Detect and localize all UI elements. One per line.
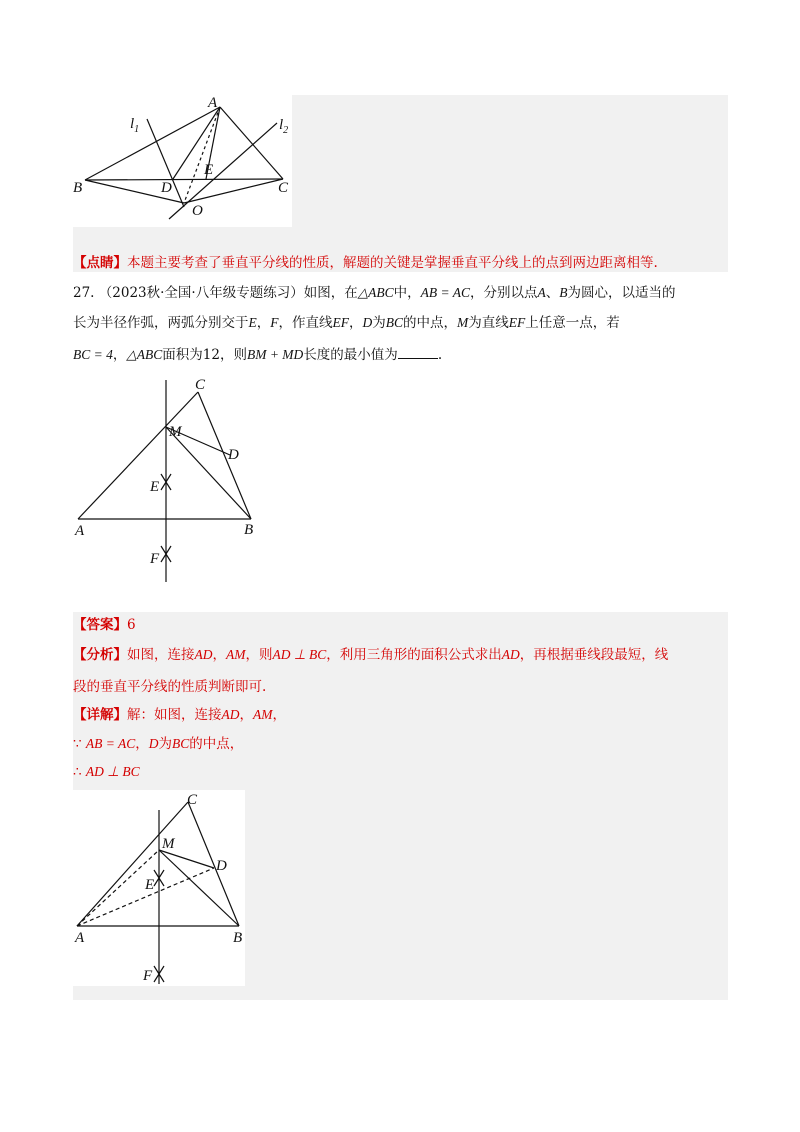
fig3-label-a: A <box>75 930 85 946</box>
math-eq: AB = AC <box>420 285 470 300</box>
text: 为圆心，以适当的 <box>567 285 676 301</box>
answer-value: 6 <box>127 617 136 633</box>
math-eq: AB = AC <box>85 736 136 751</box>
math-line: EF <box>508 315 526 330</box>
text: 如图，连接 <box>127 647 195 663</box>
text: ，则 <box>245 647 273 663</box>
analysis-tag: 【分析】 <box>73 647 127 663</box>
fig3-label-m: M <box>162 836 175 852</box>
text: ， <box>135 736 149 752</box>
figure-3 <box>73 790 245 986</box>
problem-line-2 <box>73 313 620 333</box>
text: ， <box>272 707 286 723</box>
text: ， <box>212 647 226 663</box>
analysis-line-2 <box>73 677 266 697</box>
text: ，利用三角形的面积公式求出 <box>326 647 502 663</box>
text: ， <box>112 347 127 363</box>
fig2-label-m: M <box>169 424 182 440</box>
fig1-label-b: B <box>73 180 83 196</box>
math-line: EF <box>332 315 349 330</box>
text: ，作直线 <box>278 315 333 331</box>
problem-line-3 <box>73 344 442 365</box>
text: 为 <box>372 315 386 331</box>
math-eq: BC = 4 <box>73 347 113 362</box>
figure-2 <box>73 372 273 587</box>
math-expr: BM + MD <box>246 347 304 362</box>
fig3-label-c: C <box>187 792 198 808</box>
math-expr: AD ⊥ BC <box>85 764 140 779</box>
text: 段的垂直平分线的性质判断即可. <box>73 679 267 695</box>
math-seg: AM <box>253 707 273 722</box>
detail-line-1 <box>73 705 286 725</box>
fig2-label-c: C <box>195 377 206 393</box>
text: ， <box>349 315 363 331</box>
text: 面积为 <box>162 347 203 363</box>
math-seg: AD <box>194 647 213 662</box>
math-pt: E <box>248 315 257 330</box>
math-seg: BC <box>385 315 404 330</box>
answer-line <box>73 615 136 635</box>
detail-tag: 【详解】 <box>73 707 127 723</box>
because-symbol: ∵ <box>73 736 82 752</box>
text: 解：如图，连接 <box>127 707 222 723</box>
text: 如图，在 <box>303 285 358 301</box>
text: ， <box>256 315 271 331</box>
math-seg: AD <box>221 707 240 722</box>
fig1-label-e: E <box>204 162 214 178</box>
text: 中， <box>393 285 421 301</box>
math-number: 12 <box>202 347 220 363</box>
text: 为直线 <box>468 315 509 331</box>
math-pt: M <box>457 315 469 330</box>
problem-line-1 <box>73 283 675 303</box>
math-pt: A <box>537 285 546 300</box>
fig1-label-a: A <box>208 95 218 111</box>
math-pt: B <box>559 285 568 300</box>
fig3-label-b: B <box>233 930 243 946</box>
fig2-label-b: B <box>244 522 254 538</box>
math-seg: AM <box>226 647 246 662</box>
comment-text: 本题主要考查了垂直平分线的性质，解题的关键是掌握垂直平分线上的点到两边距离相等. <box>127 255 658 271</box>
fig2-label-d: D <box>228 447 239 463</box>
text: 上任意一点，若 <box>525 315 620 331</box>
fig1-label-c: C <box>278 180 289 196</box>
text: . <box>437 347 443 363</box>
text: 为 <box>158 736 172 752</box>
problem-number: 27. <box>73 285 95 301</box>
math-tri: △ABC <box>357 285 394 300</box>
text: 长度的最小值为 <box>303 347 398 363</box>
comment-tag: 【点睛】 <box>73 255 127 271</box>
fig1-label-l1: $l_1$ <box>130 116 140 135</box>
fig1-label-l2: $l_2$ <box>279 117 289 136</box>
text: ，则 <box>219 347 247 363</box>
problem-source: （2023秋·全国·八年级专题练习） <box>98 285 304 301</box>
text: 的中点， <box>403 315 458 331</box>
math-pt: F <box>270 315 279 330</box>
detail-line-3 <box>73 762 140 782</box>
comment-line <box>73 253 658 273</box>
detail-line-2 <box>73 734 243 754</box>
fig2-label-a: A <box>75 523 85 539</box>
fig3-label-d: D <box>216 858 227 874</box>
text: ，分别以点 <box>469 285 538 301</box>
math-seg: BC <box>172 736 190 751</box>
text: 、 <box>545 285 560 301</box>
math-pt: D <box>148 736 159 751</box>
fig3-label-e: E <box>145 877 155 893</box>
text: ，再根据垂线段最短，线 <box>519 647 669 663</box>
fig1-label-o: O <box>192 203 203 219</box>
math-tri: △ABC <box>126 347 163 362</box>
text: ， <box>239 707 253 723</box>
answer-tag: 【答案】 <box>73 617 127 633</box>
figure-1 <box>73 95 292 227</box>
math-expr: AD ⊥ BC <box>272 647 327 662</box>
fig2-label-e: E <box>150 479 160 495</box>
answer-blank <box>398 344 438 359</box>
analysis-line-1 <box>73 645 668 665</box>
math-seg: AD <box>501 647 520 662</box>
therefore-symbol: ∴ <box>73 764 82 780</box>
text: 长为半径作弧，两弧分别交于 <box>73 315 249 331</box>
fig3-label-f: F <box>143 968 153 984</box>
math-pt: D <box>362 315 373 330</box>
fig2-label-f: F <box>150 551 160 567</box>
text: 的中点， <box>189 736 244 752</box>
fig1-label-d: D <box>161 180 172 196</box>
